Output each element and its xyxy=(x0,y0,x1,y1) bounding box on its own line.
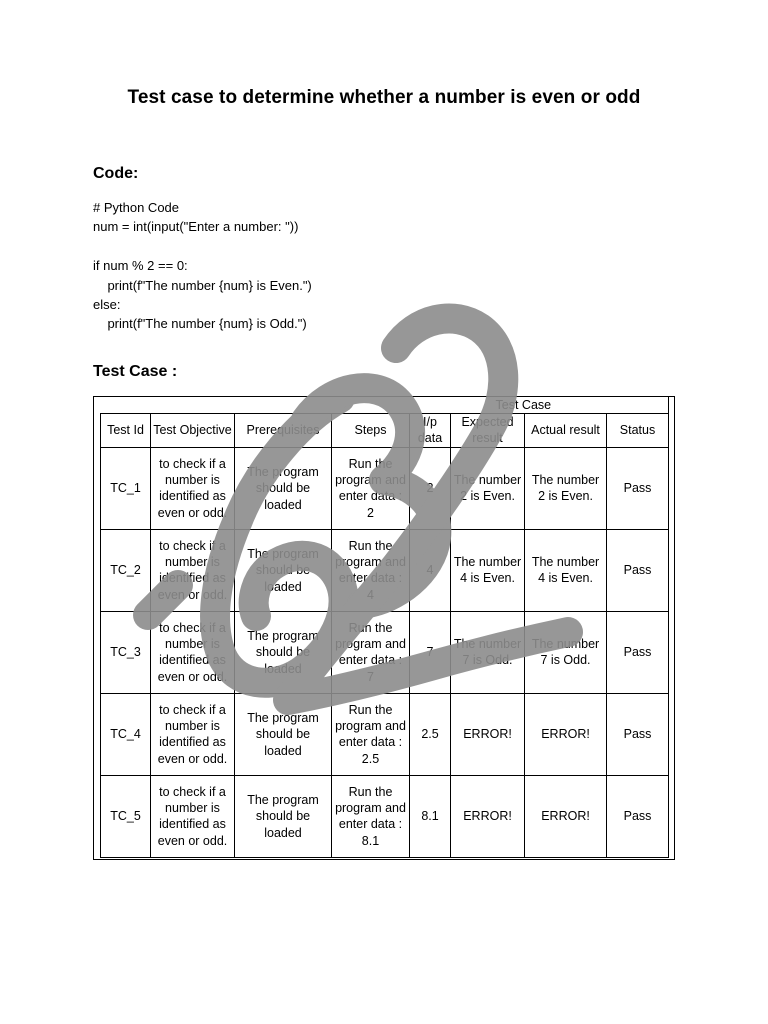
table-cell: to check if a number is identified as even or odd. xyxy=(151,611,235,693)
table-cell: The number 7 is Odd. xyxy=(451,611,525,693)
column-header: Test Objective xyxy=(151,414,235,448)
table-cell: Pass xyxy=(607,447,669,529)
table-row xyxy=(101,447,669,529)
table-cell: to check if a number is identified as even or odd. xyxy=(151,693,235,775)
table-cell: 8.1 xyxy=(410,775,451,857)
table-cell: 2.5 xyxy=(410,693,451,775)
table-cell: TC_1 xyxy=(101,447,151,529)
table-cell: The number 4 is Even. xyxy=(525,529,607,611)
column-header: Actual result xyxy=(525,414,607,448)
column-header: Steps xyxy=(332,414,410,448)
table-cell: Run the program and enter data : 2 xyxy=(332,447,410,529)
table-cell: 7 xyxy=(410,611,451,693)
table-cell: ERROR! xyxy=(525,693,607,775)
table-cell: The program should be loaded xyxy=(235,447,332,529)
column-header: Prerequisites xyxy=(235,414,332,448)
table-cell: The program should be loaded xyxy=(235,775,332,857)
table-cell: The number 7 is Odd. xyxy=(525,611,607,693)
table-cell: The program should be loaded xyxy=(235,529,332,611)
table-cell: to check if a number is identified as even or odd. xyxy=(151,529,235,611)
table-cell: Run the program and enter data : 4 xyxy=(332,529,410,611)
group-header: Test Case xyxy=(451,396,669,414)
table-cell: Run the program and enter data : 8.1 xyxy=(332,775,410,857)
table-cell: 4 xyxy=(410,529,451,611)
group-header-spacer xyxy=(101,396,451,414)
table-cell: The program should be loaded xyxy=(235,693,332,775)
table-cell: The program should be loaded xyxy=(235,611,332,693)
code-line: print(f"The number {num} is Odd.") xyxy=(93,316,307,332)
table-row xyxy=(101,529,669,611)
table-cell: Run the program and enter data : 2.5 xyxy=(332,693,410,775)
code-line: num = int(input("Enter a number: ")) xyxy=(93,219,299,235)
table-cell: TC_4 xyxy=(101,693,151,775)
table-row xyxy=(101,775,669,857)
table-cell: Pass xyxy=(607,693,669,775)
code-line: if num % 2 == 0: xyxy=(93,258,188,274)
table-cell: Pass xyxy=(607,611,669,693)
test-case-table xyxy=(100,396,669,858)
column-header: Test Id xyxy=(101,414,151,448)
table-cell: to check if a number is identified as even or odd. xyxy=(151,447,235,529)
table-cell: to check if a number is identified as even or odd. xyxy=(151,775,235,857)
code-line xyxy=(93,237,312,256)
table-cell: The number 2 is Even. xyxy=(451,447,525,529)
column-header: Expected result xyxy=(451,414,525,448)
table-cell: Run the program and enter data : 7 xyxy=(332,611,410,693)
table-row xyxy=(101,611,669,693)
test-case-heading: Test Case : xyxy=(93,363,178,380)
table-cell: ERROR! xyxy=(451,693,525,775)
page-title: Test case to determine whether a number is even or odd xyxy=(127,87,641,108)
table-cell: Pass xyxy=(607,775,669,857)
table-cell: The number 2 is Even. xyxy=(525,447,607,529)
column-header: Status xyxy=(607,414,669,448)
table-cell: ERROR! xyxy=(525,775,607,857)
column-header: I/p data xyxy=(410,414,451,448)
table-cell: ERROR! xyxy=(451,775,525,857)
table-cell: The number 4 is Even. xyxy=(451,529,525,611)
table-row xyxy=(101,693,669,775)
code-line: print(f"The number {num} is Even.") xyxy=(93,277,312,293)
code-block xyxy=(93,198,312,334)
code-line: else: xyxy=(93,296,121,312)
table-cell: TC_5 xyxy=(101,775,151,857)
code-heading: Code: xyxy=(93,165,139,182)
table-cell: Pass xyxy=(607,529,669,611)
table-cell: 2 xyxy=(410,447,451,529)
code-line: # Python Code xyxy=(93,200,180,215)
table-cell: TC_3 xyxy=(101,611,151,693)
table-cell: TC_2 xyxy=(101,529,151,611)
